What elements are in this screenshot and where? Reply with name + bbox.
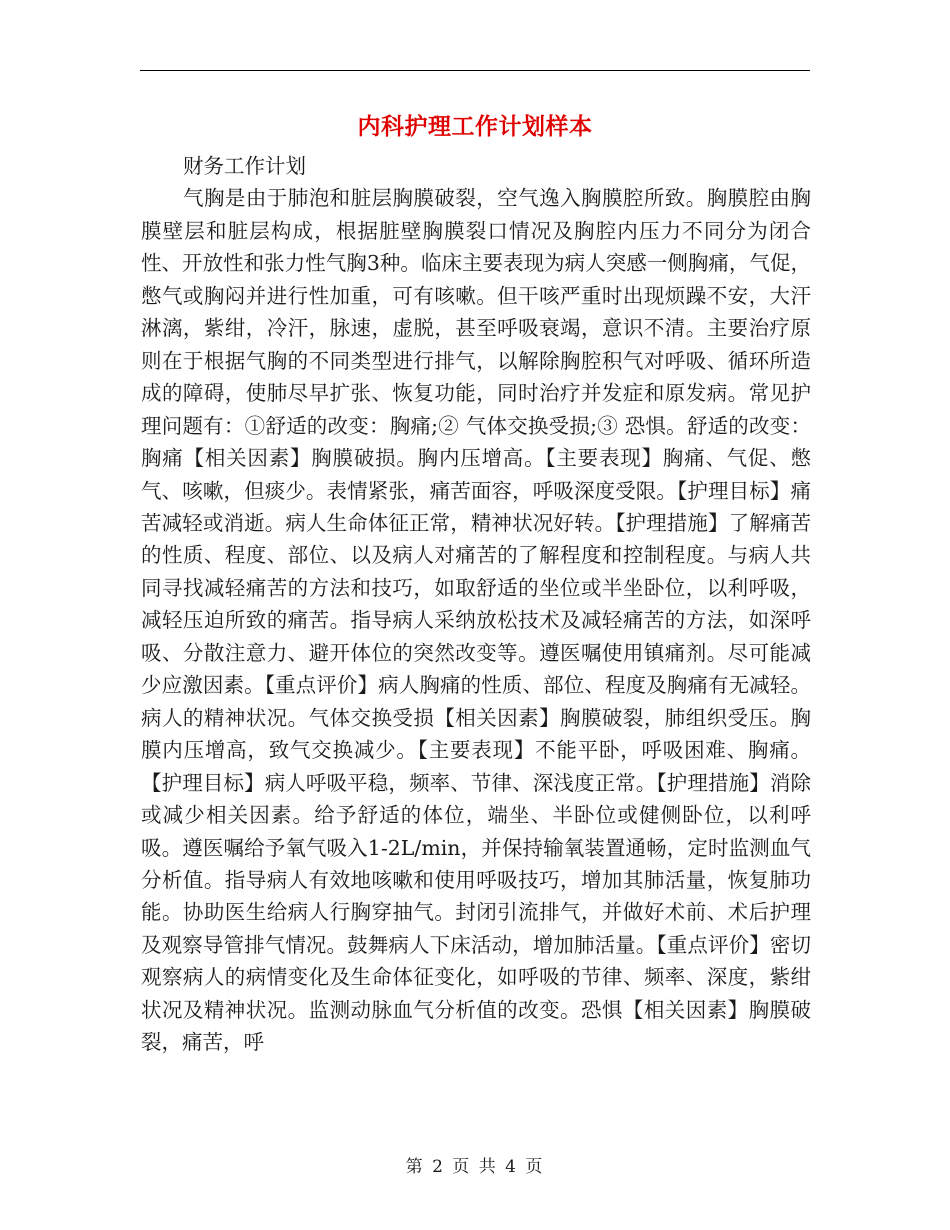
document-subtitle: 财务工作计划 bbox=[183, 154, 306, 178]
document-body bbox=[141, 150, 811, 1059]
page-number: 第 2 页 共 4 页 bbox=[405, 1157, 545, 1177]
body-paragraph: 气胸是由于肺泡和脏层胸膜破裂，空气逸入胸膜腔所致。胸膜腔由胸膜壁层和脏层构成，根据脏壁胸膜裂口情况及胸腔内压力不同分为闭合性、开放性和张力性气胸3种。临床主要表现为病人突感一侧胸痛，气促，憋气或胸闷并进行性加重，可有咳嗽。但干咳严重时出现烦躁不安，大汗淋漓，紫绀，冷汗，脉速，虚脱，甚至呼吸衰竭，意识不清。主要治疗原则在于根据气胸的不同类型进行排气，以解除胸腔积气对呼吸、循环所造成的障碍，使肺尽早扩张、恢复功能，同时治疗并发症和原发病。常见护理问题有：①舒适的改变：胸痛;② 气体交换受损;③ 恐惧。舒适的改变：胸痛【相关因素】胸膜破损。胸内压增高。【主要表现】胸痛、气促、憋气、咳嗽，但痰少。表情紧张，痛苦面容，呼吸深度受限。【护理目标】痛苦减轻或消逝。病人生命体征正常，精神状况好转。【护理措施】了解痛苦的性质、程度、部位、以及病人对痛苦的了解程度和控制程度。与病人共同寻找减轻痛苦的方法和技巧，如取舒适的坐位或半坐卧位，以利呼吸，减轻压迫所致的痛苦。指导病人采纳放松技术及减轻痛苦的方法，如深呼吸、分散注意力、避开体位的突然改变等。遵医嘱使用镇痛剂。尽可能减少应激因素。【重点评价】病人胸痛的性质、部位、程度及胸痛有无减轻。病人的精神状况。气体交换受损【相关因素】胸膜破裂，肺组织受压。胸膜内压增高，致气交换减少。【主要表现】不能平卧，呼吸困难、胸痛。【护理目标】病人呼吸平稳，频率、节律、深浅度正常。【护理措施】消除或减少相关因素。给予舒适的体位，端坐、半卧位或健侧卧位，以利呼吸。遵医嘱给予氧气吸入1-2L/min，并保持输氧装置通畅，定时监测血气分析值。指导病人有效地咳嗽和使用呼吸技巧，增加其肺活量，恢复肺功能。协助医生给病人行胸穿抽气。封闭引流排气，并做好术前、术后护理及观察导管排气情况。鼓舞病人下床活动，增加肺活量。【重点评价】密切观察病人的病情变化及生命体征变化，如呼吸的节律、频率、深度，紫绀状况及精神状况。监测动脉血气分析值的改变。恐惧【相关因素】胸膜破裂，痛苦，呼 bbox=[141, 186, 811, 1055]
document-title: 内科护理工作计划样本 bbox=[357, 114, 593, 140]
header-rule bbox=[140, 70, 810, 71]
